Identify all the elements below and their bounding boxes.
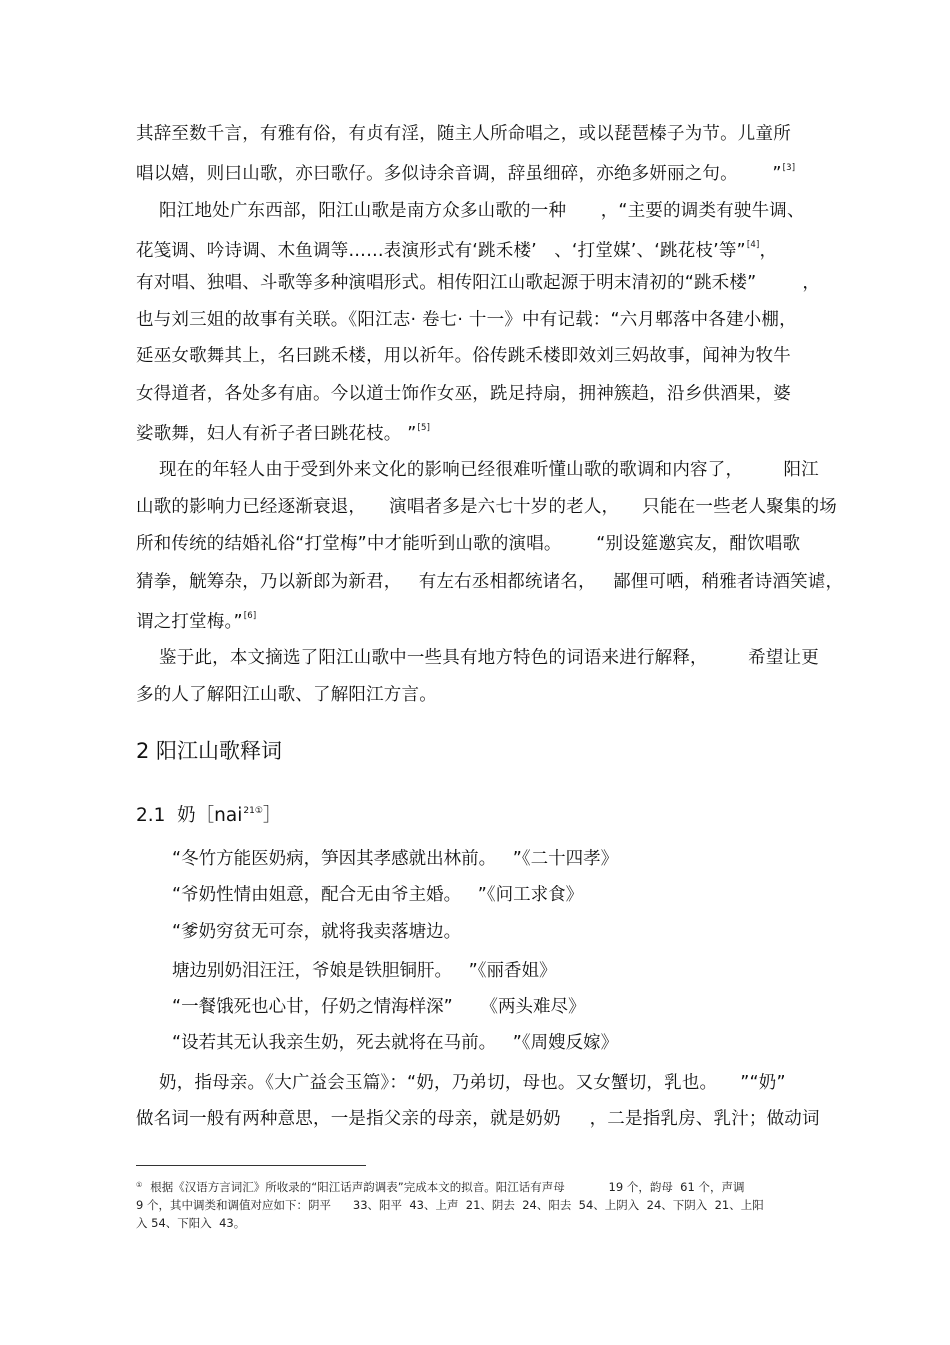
quote-line: “爹奶穷贫无可奈，就将我卖落塘边。 — [172, 922, 462, 942]
paragraph-line: 阳江地处广东西部，阳江山歌是南方众多山歌的一种 ，“主要的调类有驶牛调、 — [136, 201, 805, 221]
paragraph-line: 奶，指母亲。《大广益会玉篇》：“奶，乃弟切，母也。又女蟹切，乳也。 ”“奶” — [136, 1073, 786, 1093]
paragraph-line: 鉴于此，本文摘选了阳江山歌中一些具有地方特色的词语来进行解释， 希望让更 — [136, 648, 819, 668]
citation-ref: [6] — [243, 611, 257, 621]
quote-line: “设若其无认我亲生奶，死去就将在马前。 ”《周嫂反嫁》 — [172, 1033, 619, 1053]
subsection-bracket: ］ — [262, 805, 282, 826]
paragraph-line: 有对唱、独唱、斗歌等多种演唱形式。相传阳江山歌起源于明末清初的“跳禾楼” ， — [136, 273, 821, 293]
subsection-heading — [136, 804, 281, 831]
paragraph-line: 也与刘三姐的故事有关联。《阳江志· 卷七· 十一》中有记载：“六月郫落中各建小棚， — [136, 310, 797, 330]
citation-ref: [5] — [417, 423, 431, 433]
paragraph-text: 唱以嬉，则曰山歌，亦曰歌仔。多似诗余音调，辞虽细碎，亦绝多妍丽之句。 ” — [136, 163, 782, 184]
section-heading: 2 阳江山歌释词 — [136, 739, 283, 763]
footnote-line: 入 54、下阳入 43。 — [136, 1216, 246, 1230]
paragraph-line: 山歌的影响力已经逐渐衰退， 演唱者多是六七十岁的老人， 只能在一些老人聚集的场 — [136, 497, 837, 517]
paragraph-line: 所和传统的结婚礼俗“打堂梅”中才能听到山歌的演唱。 “别设筵邀宾友，酣饮唱歌 — [136, 534, 801, 554]
citation-ref: [4] — [746, 240, 760, 250]
paragraph-line: 猜拳，觥筹杂，乃以新郎为新君， 有左右丞相都统诸名， 鄙俚可哂，稍雅者诗酒笑谑， — [136, 572, 844, 592]
subsection-title: 2.1 奶［nai — [136, 805, 243, 826]
footnote-line: 9 个，其中调类和调值对应如下：阴平 33、阳平 43、上声 21、阴去 24、阳去 54、上阴入 24、下阴入 21、上阳 — [136, 1198, 764, 1212]
footnote-mark: ① — [136, 1181, 143, 1189]
paragraph-line — [136, 159, 795, 185]
paragraph-line: 现在的年轻人由于受到外来文化的影响已经很难听懂山歌的歌调和内容了， 阳江 — [136, 460, 819, 480]
paragraph-line: 女得道者，各处多有庙。今以道士饰作女巫，跣足持扇，拥神簇趋，沿乡供酒果，婆 — [136, 384, 791, 404]
footnote-text: 根据《汉语方言词汇》所收录的“阳江话声韵调表”完成本文的拟音。阳江话有声母 19 个，韵母 61 个，声调 — [150, 1180, 745, 1194]
footnote-rule — [136, 1165, 366, 1166]
footnote-line — [136, 1179, 744, 1198]
paragraph-line: 其辞至数千言，有雅有俗，有贞有淫，随主人所命唱之，或以琵琶榛子为节。儿童所 — [136, 124, 791, 144]
paragraph-line — [136, 419, 430, 445]
citation-ref: [3] — [782, 163, 796, 173]
paragraph-line: 多的人了解阳江山歌、了解阳江方言。 — [136, 685, 437, 705]
paragraph-text: 娑歌舞，妇人有祈子者曰跳花枝。 ” — [136, 423, 417, 444]
paragraph-line: 做名词一般有两种意思，一是指父亲的母亲，就是奶奶 ，二是指乳房、乳汁；做动词 — [136, 1109, 820, 1129]
quote-line: “爷奶性情由姐意，配合无由爷主婚。 ”《问工求食》 — [172, 885, 584, 905]
quote-line: “一餐饿死也心甘，仔奶之情海样深” 《两头难尽》 — [172, 997, 586, 1017]
paragraph-line — [136, 236, 777, 262]
quote-line: 塘边别奶泪汪汪，爷娘是铁胆铜肝。 ”《丽香姐》 — [172, 961, 557, 981]
paragraph-line: 延巫女歌舞其上，名曰跳禾楼，用以祈年。俗传跳禾楼即效刘三妈故事，闻神为牧牛 — [136, 346, 791, 366]
paragraph-text: 花笺调、吟诗调、木鱼调等……表演形式有‘跳禾楼’ 、‘打堂媒’、‘跳花枝’等” — [136, 240, 746, 261]
paragraph-line — [136, 607, 256, 633]
paragraph-text: 谓之打堂梅。” — [136, 611, 243, 632]
quote-line: “冬竹方能医奶病，笋因其孝感就出林前。 ”《二十四孝》 — [172, 849, 619, 869]
tone-superscript: 21① — [243, 806, 263, 816]
paragraph-text: ， — [759, 240, 778, 261]
